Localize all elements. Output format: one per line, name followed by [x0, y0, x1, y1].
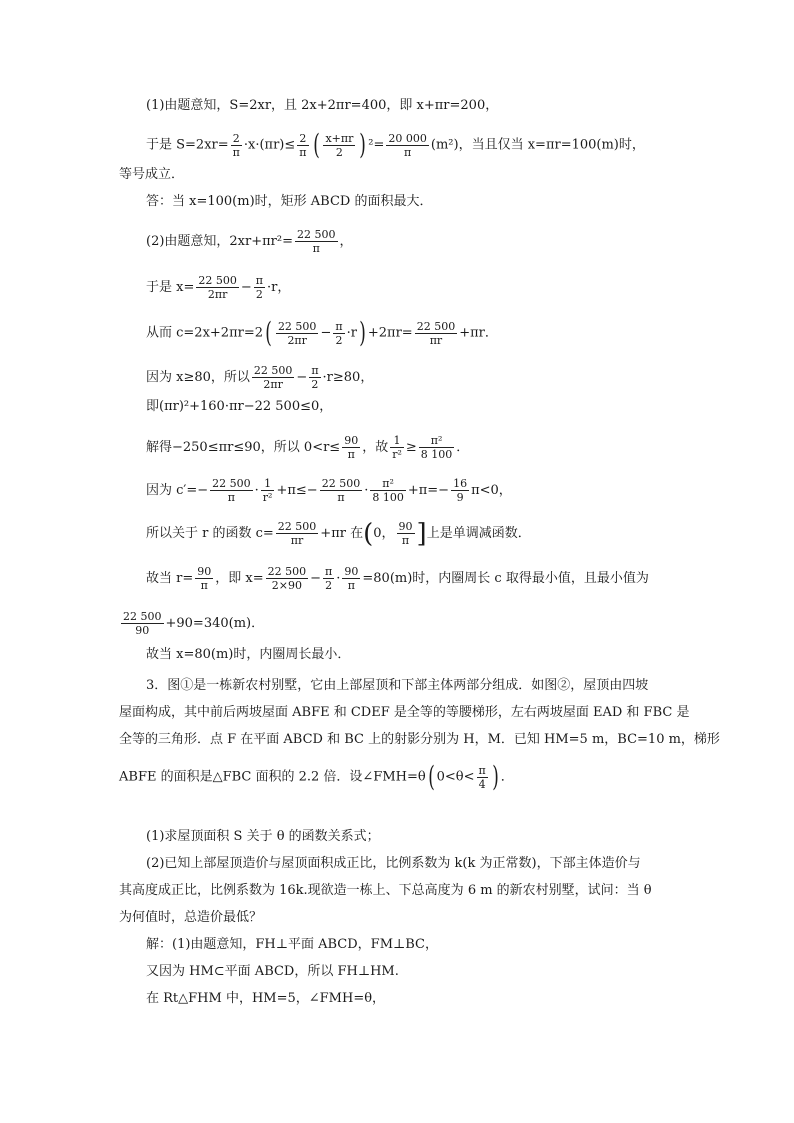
text-span: 所以关于 r 的函数 c=: [146, 526, 274, 541]
right-paren: ): [359, 128, 367, 161]
text-line: [146, 827, 380, 847]
right-bracket: ]: [416, 518, 427, 549]
text-line: [146, 676, 648, 696]
text-span: ．: [456, 440, 470, 455]
text-span: 解得−250≤πr≤90，所以 0<r≤: [146, 440, 341, 455]
text-span: ，即 x=: [215, 571, 264, 586]
text-line: [146, 434, 469, 461]
fraction: $\frac{20 000}{\pi}$: [388, 131, 427, 159]
text-span: ABFE 的面积是△FBC 面积的 2.2 倍．设∠FMH=θ: [119, 769, 426, 785]
fraction: $\frac{1}{\text{r²}}$: [392, 434, 402, 461]
text-span: ·: [364, 483, 369, 498]
text-span: 故当 x=80(m)时，内圈周长最小．: [146, 647, 351, 662]
text-span: (1)求屋顶面积 S 关于 θ 的函数关系式；: [146, 829, 380, 844]
text-line: [146, 565, 649, 592]
fraction: $\frac{16}{9}$: [453, 477, 468, 504]
text-span: 在 Rt△FHM 中，HM=5，∠FMH=θ，: [146, 991, 386, 1006]
text-line: [146, 477, 512, 504]
fraction: $\frac{\pi}{2}$: [335, 319, 343, 347]
text-line: [119, 881, 652, 901]
fraction: $\frac{22 500}{\pi}$: [321, 477, 361, 504]
text-span: +π=−: [407, 483, 450, 498]
fraction: $\frac{22 500}{\pi r}$: [277, 520, 317, 547]
text-span: (1)由题意知，S=2xr，且 2x+2πr=400，即 x+πr=200，: [146, 98, 499, 113]
text-span: (m²)，当且仅当 x=πr=100(m)时，: [430, 137, 645, 153]
fraction: $\frac{x+\pi r}{2}$: [325, 131, 354, 159]
fraction: $\frac{\text{π²}}{8 100}$: [420, 434, 453, 461]
fraction: $\frac{22 500}{\pi r}$: [416, 319, 456, 347]
fraction: $\frac{22 500}{\pi}$: [212, 477, 251, 504]
text-span: 于是 x=: [146, 280, 195, 295]
text-span: 屋面构成，其中前后两坡屋面 ABFE 和 CDEF 是全等的等腰梯形，左右两坡屋面 EAD 和 FBC 是: [119, 705, 690, 720]
text-span: π<0，: [471, 483, 512, 498]
text-span: ·r≥80，: [322, 370, 374, 385]
left-paren: (: [363, 518, 374, 549]
text-line: [146, 989, 385, 1009]
left-paren: (: [312, 128, 320, 161]
text-span: 为何值时，总造价最低？: [119, 910, 263, 925]
fraction: $\frac{\pi}{2}$: [325, 565, 333, 592]
text-line: [146, 854, 641, 874]
text-line: [146, 228, 353, 255]
text-line: [146, 96, 498, 116]
text-span: −: [296, 370, 308, 385]
fraction: $\frac{90}{\pi}$: [398, 520, 413, 547]
text-span: 从而 c=2x+2πr=2: [146, 325, 263, 341]
text-line: [146, 192, 432, 212]
text-span: ．: [500, 769, 514, 785]
fraction: $\frac{\text{π²}}{8 100}$: [372, 477, 404, 504]
text-line: [119, 730, 720, 750]
fraction: $\frac{\pi}{4}$: [478, 763, 486, 791]
text-line: [146, 397, 332, 417]
text-line: [146, 128, 645, 161]
text-span: −: [320, 325, 332, 341]
right-paren: ): [491, 760, 499, 793]
text-line: [119, 610, 264, 637]
text-span: +πr 在: [320, 526, 364, 541]
left-paren: (: [265, 316, 272, 349]
text-line: [146, 935, 438, 955]
fraction: $\frac{\pi}{2}$: [311, 364, 319, 391]
text-span: ²=: [368, 137, 385, 153]
fraction: $\frac{22 500}{2\pi r}$: [198, 274, 237, 301]
text-span: ·r: [346, 325, 357, 341]
text-line: [146, 645, 350, 665]
text-span: 其高度成正比，比例系数为 16k.现欲造一栋上、下总高度为 6 m 的新农村别墅，试问：当 θ: [119, 883, 652, 898]
fraction: $\frac{22 500}{2\pi r}$: [253, 364, 293, 391]
text-span: 等号成立．: [119, 167, 185, 182]
text-span: ·x·(πr)≤: [243, 137, 296, 153]
text-span: 上是单调减函数．: [426, 526, 531, 541]
text-span: 于是 S=2xr=: [146, 137, 229, 153]
text-span: 因为 x≥80，所以: [146, 370, 250, 385]
fraction: $\frac{22 500}{2\pi r}$: [277, 319, 317, 347]
text-span: 0<θ<: [436, 769, 475, 785]
text-line: [146, 364, 373, 391]
text-span: 全等的三角形．点 F 在平面 ABCD 和 BC 上的射影分别为 H，M．已知 HM=5 m，BC=10 m，梯形: [119, 732, 720, 747]
text-span: (2)已知上部屋顶造价与屋顶面积成正比，比例系数为 k(k 为正常数)，下部主体造价与: [146, 856, 641, 871]
text-line: [146, 274, 290, 301]
fraction: $\frac{90}{\pi}$: [344, 565, 359, 592]
text-line: [146, 962, 399, 982]
text-span: ，: [339, 234, 353, 249]
fraction: $\frac{22 500}{\pi}$: [297, 228, 336, 255]
text-span: −: [240, 280, 252, 295]
fraction: $\frac{90}{\pi}$: [344, 434, 359, 461]
text-span: ≥: [405, 440, 417, 455]
text-line: [119, 165, 184, 185]
fraction: $\frac{22 500}{2\times 90}$: [267, 565, 307, 592]
fraction: $\frac{2}{\pi}$: [232, 131, 240, 159]
text-span: (2)由题意知，2xr+πr²=: [146, 234, 293, 249]
text-span: +90=340(m)．: [165, 616, 265, 631]
text-span: 因为 c′=−: [146, 483, 209, 498]
text-line: [146, 520, 531, 547]
text-span: 3．图①是一栋新农村别墅，它由上部屋顶和下部主体两部分组成．如图②，屋顶由四坡: [146, 678, 649, 693]
text-span: ，故: [362, 440, 389, 455]
left-paren: (: [427, 760, 435, 793]
fraction: $\frac{22 500}{90}$: [123, 610, 162, 637]
text-span: 解：(1)由题意知，FH⊥平面 ABCD，FM⊥BC，: [146, 937, 438, 952]
text-span: ·: [254, 483, 259, 498]
text-span: ·r，: [267, 280, 291, 295]
text-span: 故当 r=: [146, 571, 194, 586]
text-line: [146, 316, 498, 349]
text-span: 答：当 x=100(m)时，矩形 ABCD 的面积最大．: [146, 194, 433, 209]
text-span: 0，: [373, 526, 395, 541]
text-line: [119, 703, 689, 723]
text-span: +πr．: [459, 325, 498, 341]
text-line: [119, 760, 514, 793]
text-span: −: [310, 571, 322, 586]
fraction: $\frac{2}{\pi}$: [299, 131, 307, 159]
text-span: ·: [336, 571, 341, 586]
fraction: $\frac{90}{\pi}$: [197, 565, 212, 592]
right-paren: ): [359, 316, 366, 349]
fraction: $\frac{\pi}{2}$: [255, 274, 263, 301]
fraction: $\frac{1}{\text{r²}}$: [262, 477, 273, 504]
text-span: =80(m)时，内圈周长 c 取得最小值，且最小值为: [362, 571, 649, 586]
text-span: +2πr=: [367, 325, 413, 341]
text-span: +π≤−: [276, 483, 318, 498]
text-span: 又因为 HM⊂平面 ABCD，所以 FH⊥HM.: [146, 964, 399, 979]
text-span: 即(πr)²+160·πr−22 500≤0，: [146, 399, 333, 414]
text-line: [119, 908, 262, 928]
